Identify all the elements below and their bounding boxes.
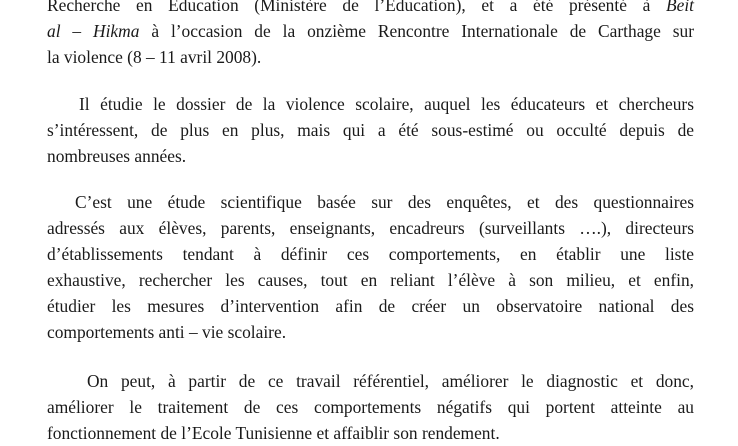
paragraph-1-line-2-italic: al – Hikma [47, 21, 140, 41]
paragraph-4-line-1: On peut, à partir de ce travail référentiel, améliorer le diagnostic et donc, [87, 371, 694, 391]
paragraph-2-line-2: s’intéressent, de plus en plus, mais qui a été sous-estimé ou occulté depuis de [47, 120, 694, 140]
paragraph-3-line-5: étudier les mesures d’intervention afin de créer un observatoire national des [47, 296, 694, 316]
paragraph-4-line-3: fonctionnement de l’Ecole Tunisienne et affaiblir son rendement. [47, 423, 500, 443]
paragraph-3-line-2: adressés aux élèves, parents, enseignants, encadreurs (surveillants ….), directeurs [47, 218, 694, 238]
paragraph-1-line-1 [47, 0, 694, 18]
paragraph-2-line-3: nombreuses années. [47, 146, 187, 166]
paragraph-1-line-3: la violence (8 – 11 avril 2008). [47, 47, 262, 67]
paragraph-3-line-1: C’est une étude scientifique basée sur des enquêtes, et des questionnaires [75, 192, 694, 212]
paragraph-3-line-3: d’établissements tendant à définir ces comportements, en établir une liste [47, 244, 694, 264]
paragraph-1-line-2-text: à l’occasion de la onzième Rencontre Internationale de Carthage sur [139, 21, 694, 41]
paragraph-3-line-4: exhaustive, rechercher les causes, tout en reliant l’élève à son milieu, et enfin, [47, 270, 694, 290]
paragraph-4-line-2: améliorer le traitement de ces comportements négatifs qui portent atteinte au [47, 397, 694, 417]
paragraph-1-line-1-text: Recherche en Education (Ministère de l’Education), et a été présenté à [47, 0, 666, 15]
paragraph-3-line-6: comportements anti – vie scolaire. [47, 322, 287, 342]
paragraph-1-line-1-italic: Beit [665, 0, 694, 15]
paragraph-2-line-1: Il étudie le dossier de la violence scolaire, auquel les éducateurs et chercheurs [79, 94, 694, 114]
paragraph-1-line-2 [47, 18, 694, 44]
